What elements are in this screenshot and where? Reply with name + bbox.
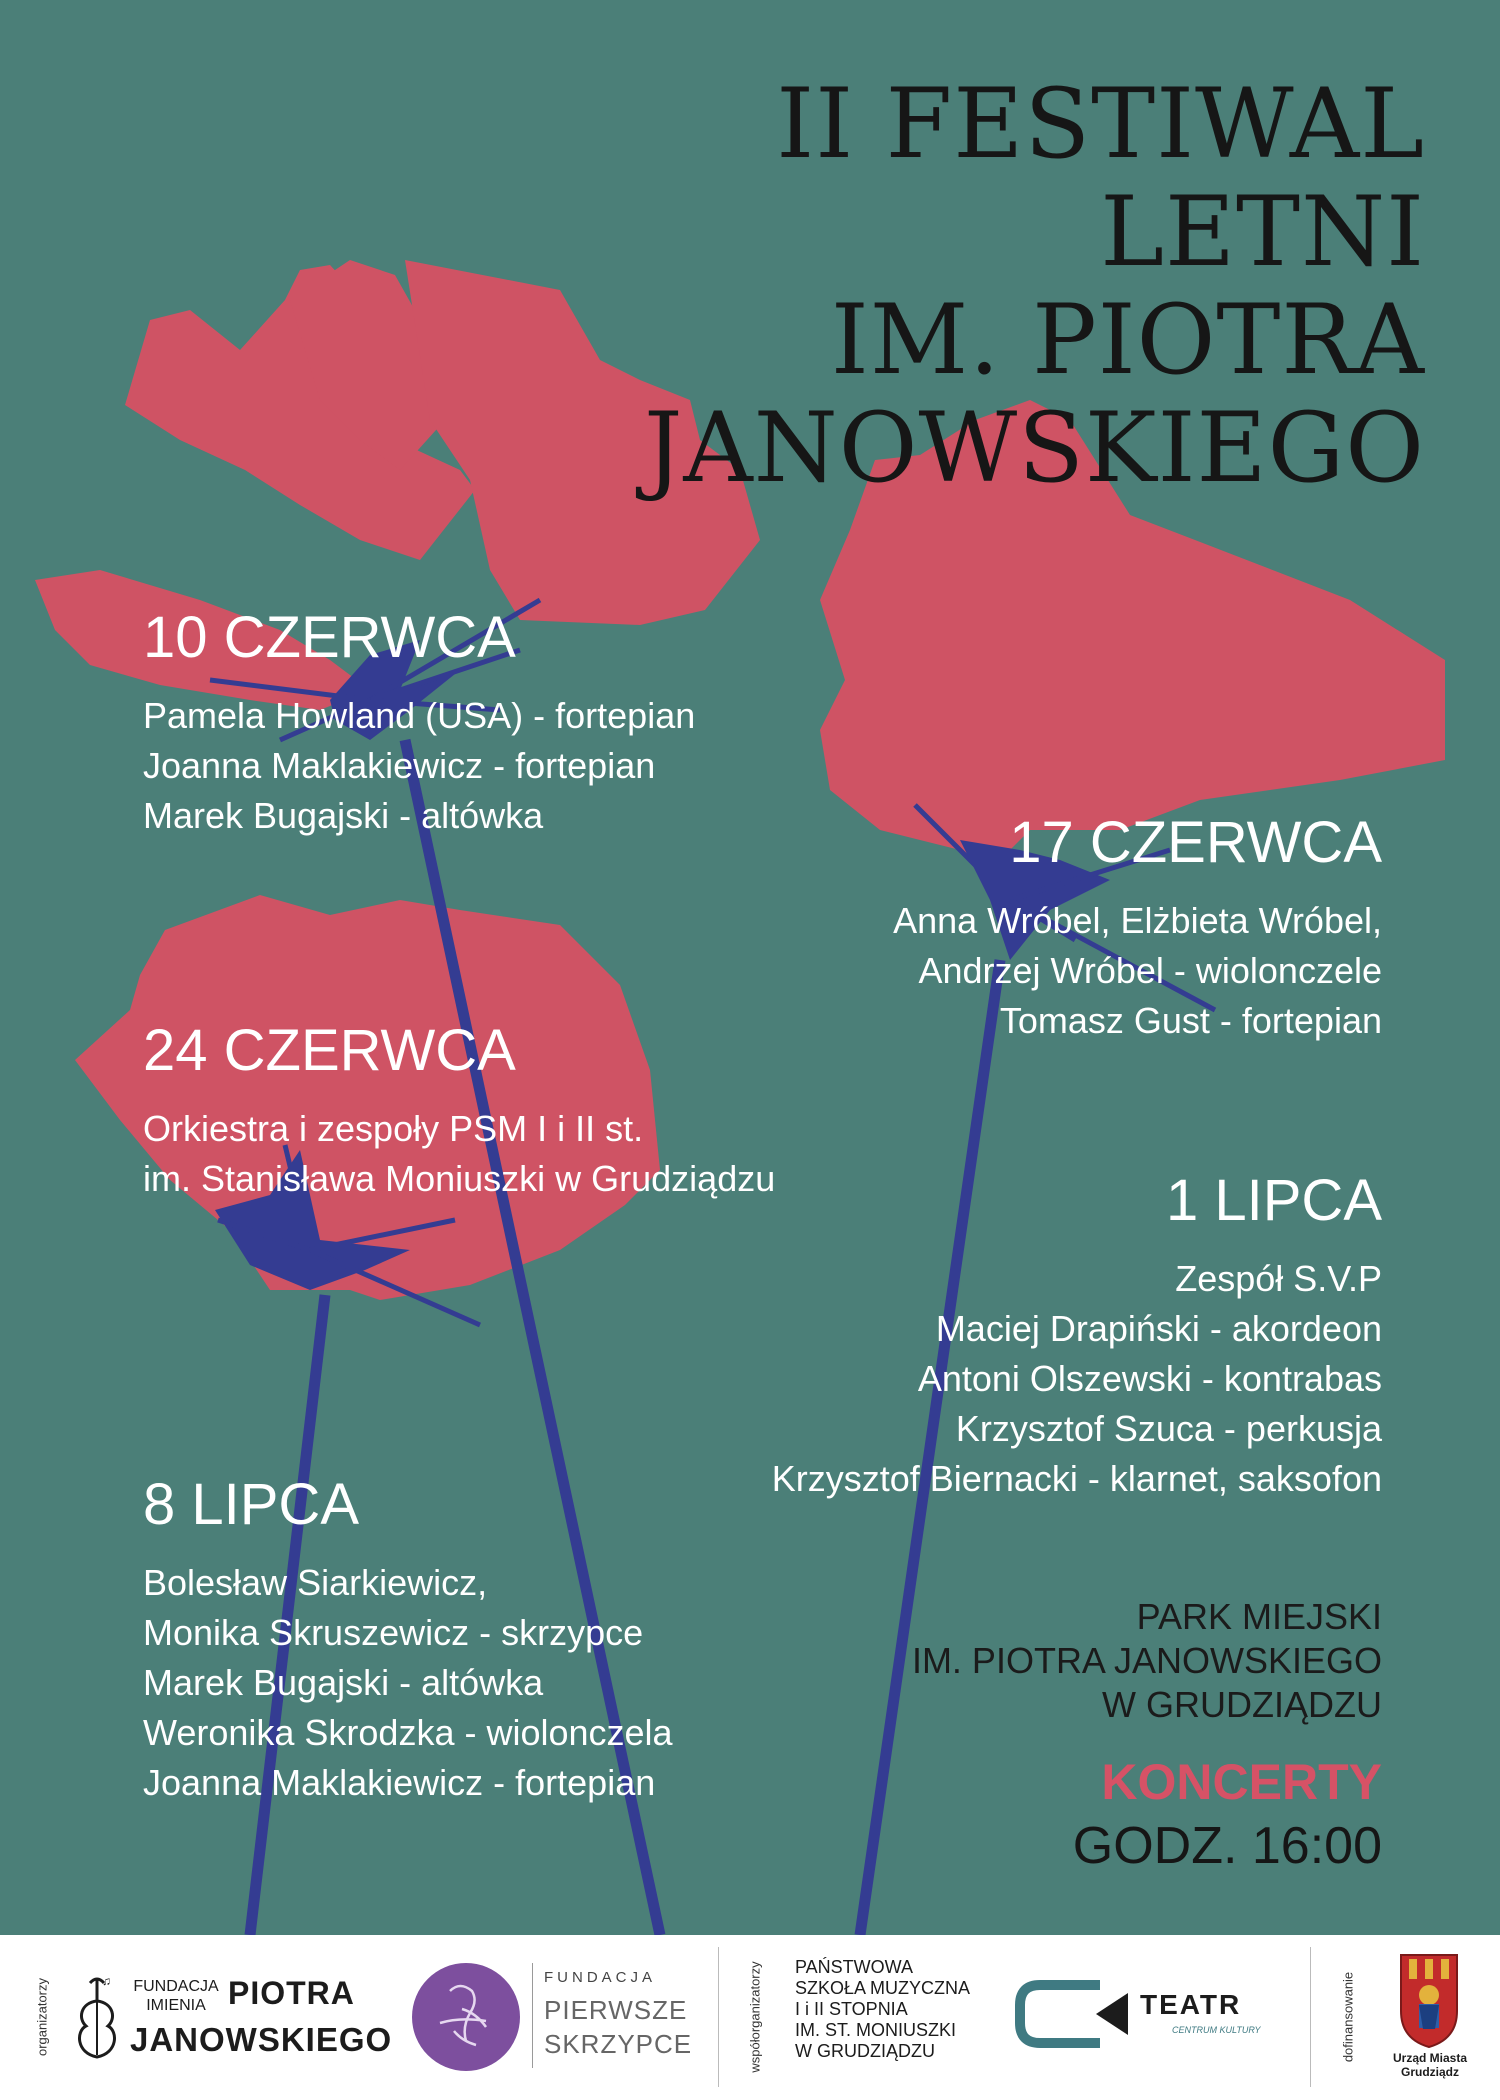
logo-text-small: FUNDACJA <box>133 1978 219 1995</box>
divider <box>718 1947 719 2087</box>
event-date: 17 CZERWCA <box>1009 810 1382 875</box>
performer-line: Monika Skruszewicz - skrzypce <box>143 1612 644 1653</box>
performer-line: Joanna Maklakiewicz - fortepian <box>143 1762 656 1803</box>
logo-text-big: JANOWSKIEGO <box>130 2021 393 2058</box>
teatr-centrum-kultury-logo <box>1010 1975 1270 2055</box>
co-organizers-label: współorganizatorzy <box>747 1961 763 2073</box>
title-line: II FESTIWAL <box>776 68 1425 180</box>
teatr-mark-icon <box>1010 1975 1130 2053</box>
psm-grudziadz-logo <box>795 1957 985 2062</box>
logo-text: FUNDACJA <box>544 1969 657 1986</box>
event-date: 8 LIPCA <box>143 1472 359 1537</box>
performer-line: Zespół S.V.P <box>1175 1258 1382 1299</box>
venue <box>912 1595 1382 1727</box>
event-june-17 <box>893 810 1382 1046</box>
performer-line: Krzysztof Szuca - perkusja <box>955 1408 1382 1449</box>
logo-text: SZKOŁA MUZYCZNA <box>795 1978 971 1998</box>
logo-text: SKRZYPCE <box>544 2029 693 2059</box>
logo-text-small: IMIENIA <box>146 1997 206 2014</box>
event-date: 1 LIPCA <box>1166 1168 1382 1233</box>
performer-line: im. Stanisława Moniuszki w Grudziądzu <box>143 1158 776 1199</box>
logo-text: W GRUDZIĄDZU <box>795 2041 935 2061</box>
performer-line: Andrzej Wróbel - wiolonczele <box>918 950 1382 991</box>
title-line: LETNI <box>1100 176 1425 288</box>
event-date: 24 CZERWCA <box>143 1018 516 1083</box>
logo-text: IM. ST. MONIUSZKI <box>795 2020 957 2040</box>
concerts-label: KONCERTY <box>1101 1754 1382 1810</box>
event-july-8 <box>143 1472 673 1808</box>
performer-line: Maciej Drapiński - akordeon <box>935 1308 1382 1349</box>
pierwsze-skrzypce-logo <box>410 1957 693 2077</box>
svg-text:♫: ♫ <box>102 1974 111 1988</box>
venue-line: IM. PIOTRA JANOWSKIEGO <box>911 1640 1382 1681</box>
venue-line: PARK MIEJSKI <box>1136 1596 1382 1637</box>
logo-text: I i II STOPNIA <box>795 1999 908 2019</box>
city-coat-of-arms-icon <box>1397 1949 1461 2049</box>
divider <box>1310 1947 1311 2087</box>
logo-text: PAŃSTWOWA <box>795 1957 913 1977</box>
performer-line: Weronika Skrodzka - wiolonczela <box>143 1712 673 1753</box>
urzad-miasta-logo <box>1375 1949 1485 2089</box>
performer-line: Krzysztof Biernacki - klarnet, saksofon <box>771 1458 1382 1499</box>
performer-line: Marek Bugajski - altówka <box>143 795 544 836</box>
logo-text-big: PIOTRA <box>228 1975 355 2011</box>
sponsor-footer <box>0 1935 1500 2100</box>
performer-line: Antoni Olszewski - kontrabas <box>917 1358 1382 1399</box>
festival-title <box>644 70 1425 502</box>
performer-line: Marek Bugajski - altówka <box>143 1662 544 1703</box>
logo-text: PIERWSZE <box>544 1995 688 2025</box>
organizers-label: organizatorzy <box>34 1977 50 2057</box>
performer-line: Pamela Howland (USA) - fortepian <box>143 695 696 736</box>
performer-line: Anna Wróbel, Elżbieta Wróbel, <box>893 900 1382 941</box>
fundacja-janowskiego-logo <box>70 1963 393 2073</box>
title-line: JANOWSKIEGO <box>643 392 1425 504</box>
concert-time: GODZ. 16:00 <box>1072 1817 1382 1875</box>
venue-line: W GRUDZIĄDZU <box>1102 1684 1382 1725</box>
performer-line: Tomasz Gust - fortepian <box>999 1000 1382 1041</box>
event-june-24 <box>143 1018 775 1204</box>
performer-line: Bolesław Siarkiewicz, <box>143 1562 488 1603</box>
performer-line: Orkiestra i zespoły PSM I i II st. <box>143 1108 644 1149</box>
logo-text: Urząd Miasta <box>1392 2051 1468 2065</box>
logo-text: TEATR <box>1140 1989 1242 2020</box>
logo-text: Grudziądz <box>1400 2065 1459 2079</box>
event-date: 10 CZERWCA <box>143 605 516 670</box>
title-line: IM. PIOTRA <box>830 284 1425 396</box>
funding-label: dofinansowanie <box>1340 1971 1356 2063</box>
logo-text: CENTRUM KULTURY <box>1172 2025 1261 2035</box>
performer-line: Joanna Maklakiewicz - fortepian <box>143 745 656 786</box>
event-july-1 <box>772 1168 1382 1504</box>
event-june-10 <box>143 605 695 841</box>
violin-icon <box>70 1971 125 2066</box>
violinist-emblem-icon <box>410 1961 522 2073</box>
